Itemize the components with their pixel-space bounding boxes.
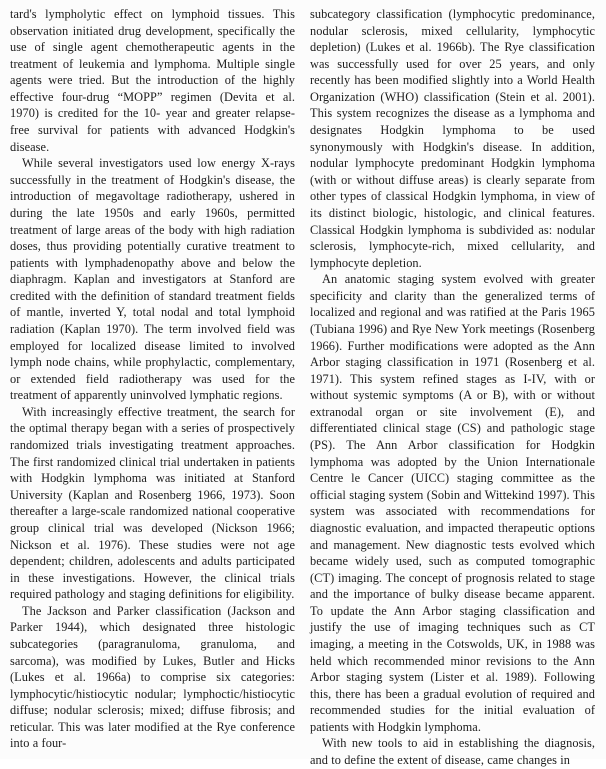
paragraph: tard's lympholytic effect on lymphoid tissues. This observation initiated drug development, specifically the use of single agent chemotherapeutic agents in the treatment of leukemia and lymphoma. Multiple single agents were tried. But the introduction of the highly effective four-drug “MOPP” regimen (Devita et al. 1970) is credited for the 10- year and greater relapse-free survival for patients with advanced Hodgkin's disease.	[10, 7, 295, 154]
paragraph: With increasingly effective treatment, the search for the optimal therapy began with a series of prospectively randomized trials investigating treatment approaches. The first randomized clinical trial undertaken in patients with Hodgkin lymphoma was initiated at Stanford University (Kaplan and Rosenberg 1966, 1973). Soon thereafter a large-scale randomized national cooperative group clinical trial was developed (Nickson 1966; Nickson et al. 1976). These studies were not age dependent; children, adolescents and adults participated in these investigations. However, the clinical trials required pathology and staging definitions for eligibility.	[10, 404, 295, 602]
two-column-body	[10, 6, 595, 769]
left-column	[10, 6, 295, 752]
right-column	[310, 6, 595, 769]
paragraph: The Jackson and Parker classification (Jackson and Parker 1944), which designated three histologic subcategories (paragranuloma, granuloma, and sarcoma), was modified by Lukes, Butler and Hicks (Lukes et al. 1966a) to comprise six categories: lymphocytic/histiocytic nodular; lymphoctic/histiocytic diffuse; nodular sclerosis; mixed; diffuse fibrosis; and reticular. This was later modified at the Rye conference into a four-	[10, 603, 295, 751]
paragraph: While several investigators used low energy X-rays successfully in the treatment of Hodgkin's disease, the introduction of megavoltage radiotherapy, ushered in during the late 1950s and early 1960s, permitted treatment of large areas of the body with high radiation doses, thus providing potentially curative treatment to patients with lymphadenopathy above and below the diaphragm. Kaplan and investigators at Stanford are credited with the definition of standard treatment fields of mantle, inverted Y, total nodal and total lymphoid radiation (Kaplan 1970). The term involved field was employed for localized disease limited to involved lymph node chains, while prophylactic, complementary, or extended field radiotherapy was used for the treatment of apparently uninvolved lymphatic regions.	[10, 156, 295, 403]
paragraph: An anatomic staging system evolved with greater specificity and clarity than the generalized terms of localized and regional and was ratified at the Paris 1965 (Tubiana 1996) and Rye New York meetings (Rosenberg 1966). Further modifications were adopted as the Ann Arbor staging classification in 1971 (Rosenberg et al. 1971). This system refined stages as I-IV, with or without systemic symptoms (A or B), with or without extranodal organ or site involvement (E), and differentiated clinical stage (CS) and pathologic stage (PS). The Ann Arbor classification for Hodgkin lymphoma was adopted by the Union Internationale Centre le Cancer (UICC) staging committee as the official staging system (Sobin and Wittekind 1997). This system was associated with recommendations for diagnostic evaluation, and impacted therapeutic options and management. New diagnostic tests evolved which became widely used, such as computed tomographic (CT) imaging. The concept of prognosis related to stage and the importance of bulky disease became apparent. To update the Ann Arbor staging classification and justify the use of imaging techniques such as CT imaging, a meeting in the Cotswolds, UK, in 1988 was held which recommended minor revisions to the Ann Arbor staging system (Lister et al. 1989). Following this, there has been a gradual evolution of required and recommended studies for the initial evaluation of patients with Hodgkin lymphoma.	[310, 272, 595, 734]
paragraph: With new tools to aid in establishing the diagnosis, and to define the extent of disease, came changes in	[310, 736, 595, 768]
paragraph: subcategory classification (lymphocytic predominance, nodular sclerosis, mixed cellularity, lymphocytic depletion) (Lukes et al. 1966b). The Rye classification was successfully used for over 25 years, and only recently has been modified slightly into a World Health Organization (WHO) classification (Stein et al. 2001). This system recognizes the disease as a lymphoma and designates Hodgkin lymphoma to be used synonymously with Hodgkin's disease. In addition, nodular lymphocyte predominant Hodgkin lymphoma (with or without diffuse areas) is clearly separate from other types of classical Hodgkin lymphoma, in view of its distinct biologic, histologic, and clinical features. Classical Hodgkin lymphoma is subdivided as: nodular sclerosis, lymphocyte-rich, mixed cellularity, and lymphocyte depletion.	[310, 7, 595, 270]
